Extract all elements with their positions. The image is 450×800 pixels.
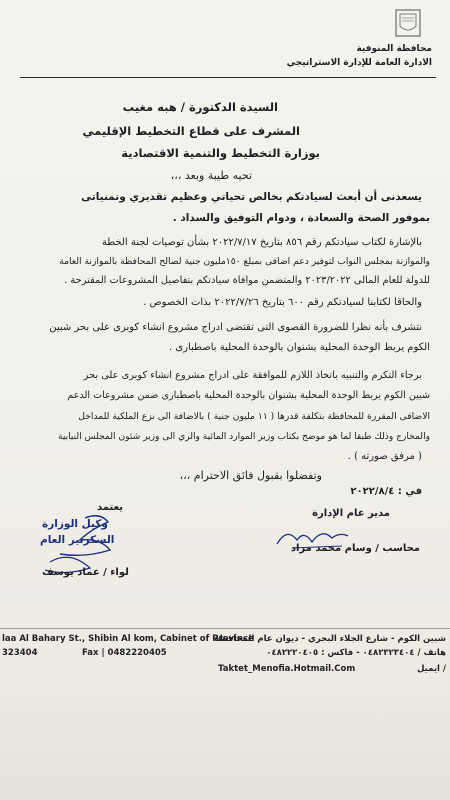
para3-line-5: ( مرفق صورته ) . [347,451,422,462]
letter-date: في : ٢٠٢٢/٨/٤ [350,486,422,497]
footer-divider [0,628,450,629]
para3-line-2: شبين الكوم يربط الوحدة المحلية بشنوان بالوحدة المحلية باصطبارى ضمن مشروعات الدعم [67,390,430,401]
footer-phones-ar: هاتف / ٠٤٨٢٣٢٣٤٠٤ - فاكس : ٠٤٨٢٢٢٠٤٠٥ [266,648,446,658]
footer-email: Taktet_Menofia.Hotmail.Com [218,664,356,674]
table-surface [0,690,450,800]
para2-line-2: الكوم يربط الوحدة المحلية بشنوان بالوحدة المحلية باصطبارى . [168,342,430,353]
approved-label: يعتمد [97,502,123,513]
governorate-emblem-icon [388,6,428,40]
header-governorate: محافظة المنوفية [356,44,432,54]
footer-fax-en: Fax | 0482220405 [82,648,167,658]
manager-title: مدير عام الإدارة [312,508,390,519]
para3-line-1: برجاء التكرم والتنبيه باتخاذ اللازم للموافقة على ادراج مشروع انشاء كوبرى على بحر [83,370,422,381]
secretary-general: السكرتير العام [40,534,115,546]
header-divider [20,77,436,78]
recipient-name: السيدة الدكتورة / هبه مغيب [122,100,278,114]
intro-line-2: بموفور الصحة والسعادة ، ودوام التوفيق والسداد . [172,212,430,224]
footer-phone-en: 323404 [2,648,38,658]
closing: وتفضلوا بقبول فائق الاحترام ،،، [179,469,322,482]
footer-address-en: laa Al Bahary St., Shibin Al kom, Cabinet of Province [2,634,254,644]
recipient-title: المشرف على قطاع التخطيط الإقليمي [82,124,300,138]
header-department: الادارة العامة للإدارة الاستراتيجي [286,58,432,68]
deputy-title: وكيل الوزارة [42,518,108,530]
para1-line-2: والموازنة بمجلس النواب لتوفير دعم اضافى بمبلغ ١٥٠مليون جنية لصالح المحافظة بالموازنة العامة [59,256,430,267]
para3-line-4: والمخارج وذلك طبقا لما هو موضح بكتاب وزير الموارد المائية والري الى وزير شئون المجلس النيابية [57,432,430,442]
para1-line-3: للدولة للعام المالى ٢٠٢٣/٢٠٢٢ والمتضمن موافاة سيادتكم بتفاصيل المشروعات المقترحة . [64,275,430,286]
para3-line-3: الاضافى المقررة للمحافظة بتكلفة قدرها ( ١١ مليون جنية ) بالاضافة الى نزع الملكية للمداخل [78,411,430,422]
recipient-ministry: بوزارة التخطيط والتنمية الاقتصادية [121,146,320,160]
footer-address-ar: شبين الكوم - شارع الجلاء البحري - ديوان عام المحافظة [214,634,446,644]
general-name: لواء / عماد يوسف [42,567,129,578]
greeting: تحيه طيبة وبعد ،،، [170,169,252,182]
intro-line-1: يسعدنى أن أبعث لسيادتكم بخالص تحياتي وعظيم تقديري وتمنياتى [81,191,422,203]
para1-line-1: بالإشارة لكتاب سيادتكم رقم ٨٥٦ بتاريخ ٢٠٢٢/٧/١٧ بشأن توصيات لجنة الخطة [101,237,422,248]
para1-line-4: والحاقا لكتابنا لسيادتكم رقم ٦٠٠ بتاريخ ٢٠٢٢/٧/٢٦ بذات الخصوص . [143,297,422,308]
footer-email-label: / ايميل [417,664,446,674]
para2-line-1: نتشرف بأنه نظرا للضرورة القصوى التى تقتضى ادراج مشروع انشاء كوبرى على بحر شبين [49,322,422,333]
accountant-name: محاسب / وسام محمد مراد [290,543,420,554]
